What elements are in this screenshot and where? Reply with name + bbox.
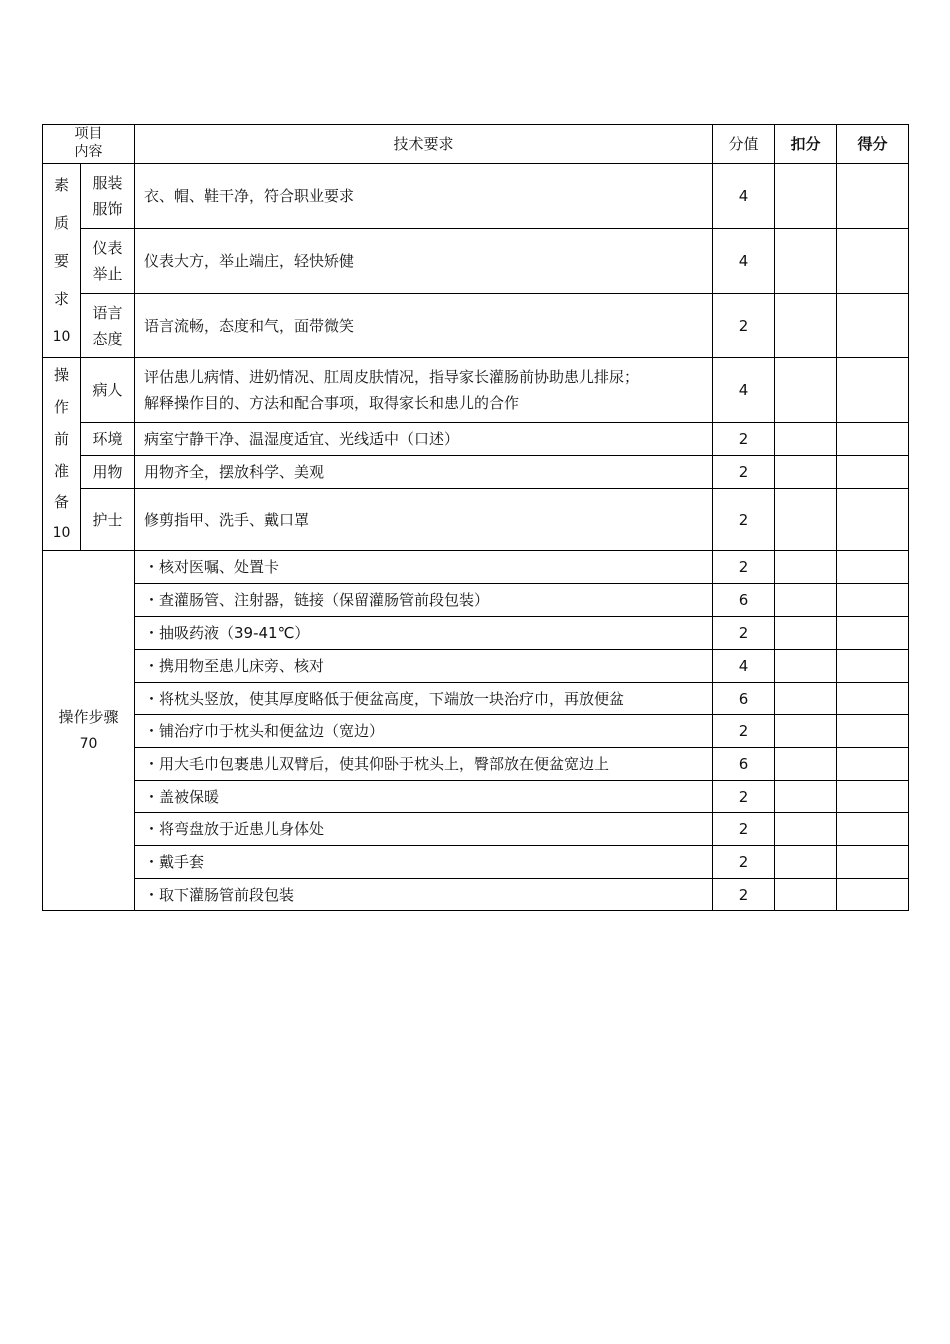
- value-cell: 2: [713, 294, 775, 358]
- requirement-line: 解释操作目的、方法和配合事项，取得家长和患儿的合作: [144, 394, 520, 412]
- score-cell[interactable]: [837, 879, 909, 911]
- value-cell: 2: [713, 813, 775, 846]
- table-row: [43, 229, 909, 294]
- deduct-cell[interactable]: [775, 551, 837, 584]
- section-steps-label: [43, 551, 135, 911]
- value-cell: 2: [713, 846, 775, 879]
- item-label: 病人: [81, 358, 135, 423]
- deduct-cell[interactable]: [775, 748, 837, 781]
- step-text: ・携用物至患儿床旁、核对: [135, 650, 713, 683]
- value-cell: 2: [713, 423, 775, 456]
- score-cell[interactable]: [837, 229, 909, 294]
- value-cell: 2: [713, 489, 775, 551]
- score-cell[interactable]: [837, 617, 909, 650]
- header-project-content: [43, 125, 135, 164]
- value-cell: 4: [713, 650, 775, 683]
- header-requirement: 技术要求: [135, 125, 713, 164]
- deduct-cell[interactable]: [775, 584, 837, 617]
- header-deduct: 扣分: [775, 125, 837, 164]
- deduct-cell[interactable]: [775, 229, 837, 294]
- deduct-cell[interactable]: [775, 715, 837, 748]
- deduct-cell[interactable]: [775, 358, 837, 423]
- score-cell[interactable]: [837, 489, 909, 551]
- score-cell[interactable]: [837, 650, 909, 683]
- score-cell[interactable]: [837, 551, 909, 584]
- table-row: [43, 879, 909, 911]
- score-cell[interactable]: [837, 813, 909, 846]
- item-cell: [81, 229, 135, 294]
- table-row: [43, 846, 909, 879]
- value-cell: 2: [713, 879, 775, 911]
- header-content-label: 内容: [74, 144, 103, 160]
- value-cell: 2: [713, 781, 775, 813]
- deduct-cell[interactable]: [775, 489, 837, 551]
- requirement-cell: 语言流畅，态度和气，面带微笑: [135, 294, 713, 358]
- item-label: 用物: [81, 456, 135, 489]
- deduct-cell[interactable]: [775, 423, 837, 456]
- deduct-cell[interactable]: [775, 164, 837, 229]
- table-row: [43, 813, 909, 846]
- requirement-cell: 仪表大方，举止端庄，轻快矫健: [135, 229, 713, 294]
- deduct-cell[interactable]: [775, 294, 837, 358]
- item-label: 服装: [92, 174, 123, 192]
- deduct-cell[interactable]: [775, 683, 837, 715]
- section-char: 质: [53, 213, 69, 232]
- section-points: 10: [52, 525, 71, 542]
- item-label: 环境: [81, 423, 135, 456]
- section-quality-label: [43, 164, 81, 358]
- section-char: 准: [53, 461, 69, 480]
- table-row: [43, 617, 909, 650]
- score-cell[interactable]: [837, 164, 909, 229]
- requirement-cell: 修剪指甲、洗手、戴口罩: [135, 489, 713, 551]
- deduct-cell[interactable]: [775, 456, 837, 489]
- scoring-table: [42, 124, 909, 911]
- value-cell: 4: [713, 229, 775, 294]
- item-cell: [81, 294, 135, 358]
- table-row: [43, 423, 909, 456]
- score-cell[interactable]: [837, 294, 909, 358]
- table-row: [43, 358, 909, 423]
- deduct-cell[interactable]: [775, 813, 837, 846]
- item-label: 态度: [92, 329, 123, 348]
- value-cell: 6: [713, 748, 775, 781]
- requirement-cell: [135, 358, 713, 423]
- score-cell[interactable]: [837, 683, 909, 715]
- deduct-cell[interactable]: [775, 617, 837, 650]
- score-cell[interactable]: [837, 715, 909, 748]
- step-text: ・查灌肠管、注射器，链接（保留灌肠管前段包装）: [135, 584, 713, 617]
- step-text: ・铺治疗巾于枕头和便盆边（宽边）: [135, 715, 713, 748]
- header-row: [43, 125, 909, 164]
- score-cell[interactable]: [837, 456, 909, 489]
- table-row: [43, 650, 909, 683]
- value-cell: 6: [713, 683, 775, 715]
- section-points: 10: [52, 328, 71, 345]
- value-cell: 2: [713, 456, 775, 489]
- step-text: ・将弯盘放于近患儿身体处: [135, 813, 713, 846]
- section-char: 作: [53, 397, 69, 416]
- score-cell[interactable]: [837, 748, 909, 781]
- score-cell[interactable]: [837, 584, 909, 617]
- header-value: 分值: [713, 125, 775, 164]
- value-cell: 2: [713, 551, 775, 584]
- item-label: 服饰: [92, 200, 123, 218]
- requirement-cell: 衣、帽、鞋干净，符合职业要求: [135, 164, 713, 229]
- section-char: 求: [53, 290, 69, 309]
- section-char: 要: [53, 252, 69, 271]
- score-cell[interactable]: [837, 423, 909, 456]
- table-row: [43, 781, 909, 813]
- item-label: 仪表: [92, 239, 123, 257]
- step-text: ・取下灌肠管前段包装: [135, 879, 713, 911]
- deduct-cell[interactable]: [775, 846, 837, 879]
- step-text: ・抽吸药液（39-41℃）: [135, 617, 713, 650]
- table-row: [43, 294, 909, 358]
- steps-title: 操作步骤: [58, 708, 119, 727]
- table-row: [43, 683, 909, 715]
- table-row: [43, 715, 909, 748]
- table-row: [43, 456, 909, 489]
- value-cell: 4: [713, 358, 775, 423]
- step-text: ・核对医嘱、处置卡: [135, 551, 713, 584]
- requirement-cell: 用物齐全，摆放科学、美观: [135, 456, 713, 489]
- step-text: ・戴手套: [135, 846, 713, 879]
- step-text: ・用大毛巾包裹患儿双臂后，使其仰卧于枕头上，臀部放在便盆宽边上: [135, 748, 713, 781]
- score-cell[interactable]: [837, 781, 909, 813]
- item-label: 语言: [92, 303, 123, 322]
- header-project-label: 项目: [74, 126, 103, 142]
- table-row: [43, 748, 909, 781]
- requirement-cell: 病室宁静干净、温湿度适宜、光线适中（口述）: [135, 423, 713, 456]
- score-cell[interactable]: [837, 846, 909, 879]
- steps-points: 70: [79, 736, 98, 753]
- table-row: [43, 551, 909, 584]
- table-row: [43, 489, 909, 551]
- deduct-cell[interactable]: [775, 650, 837, 683]
- item-cell: [81, 164, 135, 229]
- value-cell: 4: [713, 164, 775, 229]
- value-cell: 2: [713, 715, 775, 748]
- section-char: 操: [53, 365, 69, 384]
- step-text: ・盖被保暖: [135, 781, 713, 813]
- section-prep-label: [43, 358, 81, 551]
- header-score: 得分: [837, 125, 909, 164]
- section-char: 前: [53, 429, 69, 448]
- deduct-cell[interactable]: [775, 781, 837, 813]
- item-label: 护士: [81, 489, 135, 551]
- table-row: [43, 584, 909, 617]
- value-cell: 2: [713, 617, 775, 650]
- item-label: 举止: [92, 265, 123, 283]
- requirement-line: 评估患儿病情、进奶情况、肛周皮肤情况，指导家长灌肠前协助患儿排尿；: [144, 368, 640, 386]
- value-cell: 6: [713, 584, 775, 617]
- score-cell[interactable]: [837, 358, 909, 423]
- step-text: ・将枕头竖放，使其厚度略低于便盆高度，下端放一块治疗巾，再放便盆: [135, 683, 713, 715]
- table-row: [43, 164, 909, 229]
- deduct-cell[interactable]: [775, 879, 837, 911]
- section-char: 备: [53, 493, 69, 512]
- section-char: 素: [53, 175, 69, 194]
